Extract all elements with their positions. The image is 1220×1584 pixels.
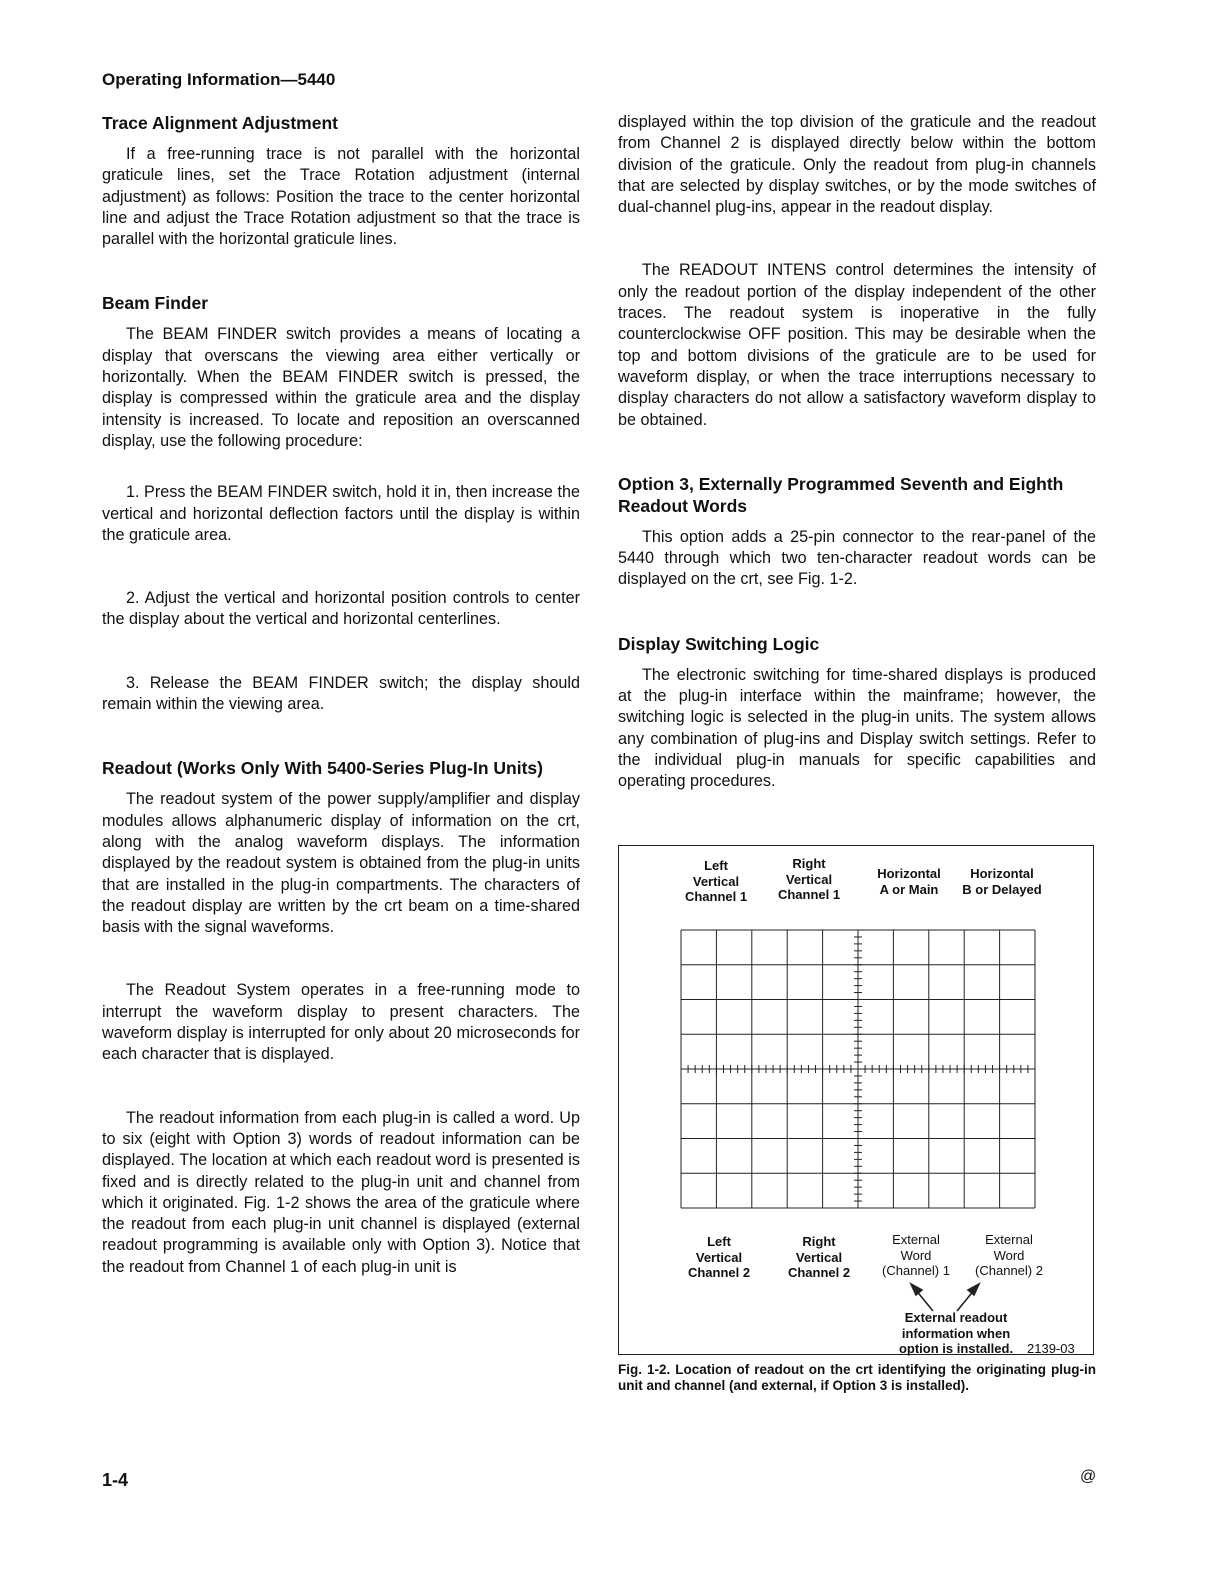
label-external-word-2: External Word (Channel) 2 xyxy=(975,1232,1043,1278)
label-external-word-1: External Word (Channel) 1 xyxy=(882,1232,950,1278)
section-heading: Readout (Works Only With 5400-Series Plug-In Units) xyxy=(102,758,543,779)
label-horizontal-a-or-main: Horizontal A or Main xyxy=(877,866,941,897)
paragraph: This option adds a 25-pin connector to the rear-panel of the 5440 through which two ten-character readout words can be displayed on the crt, see Fig. 1-2. xyxy=(618,527,1096,589)
label-left-vertical-channel-2: Left Vertical Channel 2 xyxy=(687,1234,751,1280)
procedure-step: 3. Release the BEAM FINDER switch; the display should remain within the viewing area. xyxy=(102,673,580,714)
procedure-step: 1. Press the BEAM FINDER switch, hold it in, then increase the vertical and horizontal deflection factors until the display is within the graticule area. xyxy=(102,483,580,544)
figure-number: 2139-03 xyxy=(1027,1341,1075,1356)
figure-caption: Fig. 1-2. Location of readout on the crt identifying the originating plug-in unit and channel (and external, if Option 3 is installed). xyxy=(618,1362,1096,1393)
section-heading: Beam Finder xyxy=(102,293,208,314)
section-heading: Trace Alignment Adjustment xyxy=(102,113,338,133)
paragraph: The READOUT INTENS control determines the intensity of only the readout portion of the display independent of the other traces. The readout system is inoperative in the fully counterclockwise OFF position. This may be desirable when the top and bottom divisions of the graticule are to be used for waveform display, or when the trace interruptions necessary to display characters do not allow a satisfactory waveform display to be obtained. xyxy=(618,261,1096,429)
right-column xyxy=(618,112,1096,793)
section-heading: Display Switching Logic xyxy=(618,633,820,654)
arrow-icon xyxy=(911,1284,979,1311)
label-right-vertical-channel-2: Right Vertical Channel 2 xyxy=(787,1234,851,1280)
readout-location-figure xyxy=(618,845,1094,1355)
procedure-step: 2. Adjust the vertical and horizontal position controls to center the display about the vertical and horizontal centerlines. xyxy=(102,589,580,629)
page-number: 1-4 xyxy=(102,1470,129,1490)
external-readout-note: External readout information when option is installed. xyxy=(898,1310,1014,1356)
paragraph: If a free-running trace is not parallel with the horizontal graticule lines, set the Trace Rotation adjustment (internal adjustment) as follows: Position the trace to the center horizontal line and adjust the Trace Rotation adjustment so that the trace is parallel with the horizontal graticule lines. xyxy=(102,145,580,249)
left-column xyxy=(102,112,580,1278)
publisher-mark: @ xyxy=(1080,1468,1097,1485)
paragraph: The readout system of the power supply/amplifier and display modules allows alphanumeric display of information on the crt, along with the analog waveform displays. The information displayed by the readout system is obtained from the plug-in units that are installed in the plug-in compartments. The characters of the readout display are written by the crt beam on a time-shared basis with the signal waveforms. xyxy=(102,790,580,937)
paragraph: displayed within the top division of the graticule and the readout from Channel 2 is displayed directly below within the bottom division of the graticule. Only the readout from plug-in channels that are selected by display switches, or by the mode switches of dual-channel plug-ins, appear in the readout display. xyxy=(618,113,1096,217)
page-header: Operating Information—5440 xyxy=(102,70,336,89)
paragraph: The Readout System operates in a free-running mode to interrupt the waveform display to present characters. The waveform display is interrupted for only about 20 microseconds for each character that is displayed. xyxy=(102,981,580,1064)
paragraph: The readout information from each plug-in is called a word. Up to six (eight with Option 3) words of readout information can be displayed. The location at which each readout word is presented is fixed and is directly related to the plug-in unit and channel from which it originated. Fig. 1-2 shows the area of the graticule where the readout from each plug-in unit channel is displayed (external readout programming is available only with Option 3). Notice that the readout from Channel 1 of each plug-in unit is xyxy=(102,1108,580,1276)
paragraph: The electronic switching for time-shared displays is produced at the plug-in interface within the mainframe; however, the switching logic is selected in the plug-in units. The system allows any combination of plug-ins and Display switch settings. Refer to the individual plug-in manuals for specific capabilities and operating procedures. xyxy=(618,665,1096,791)
section-heading: Option 3, Externally Programmed Seventh and Eighth Readout Words xyxy=(618,473,1064,516)
paragraph: The BEAM FINDER switch provides a means of locating a display that overscans the viewing area either vertically or horizontally. When the BEAM FINDER switch is pressed, the display is compressed within the graticule area and the display intensity is increased. To locate and reposition an overscanned display, use the following procedure: xyxy=(102,325,580,450)
label-right-vertical-channel-1: Right Vertical Channel 1 xyxy=(777,856,841,902)
label-horizontal-b-or-delayed: Horizontal B or Delayed xyxy=(962,866,1042,897)
label-left-vertical-channel-1: Left Vertical Channel 1 xyxy=(684,858,748,904)
